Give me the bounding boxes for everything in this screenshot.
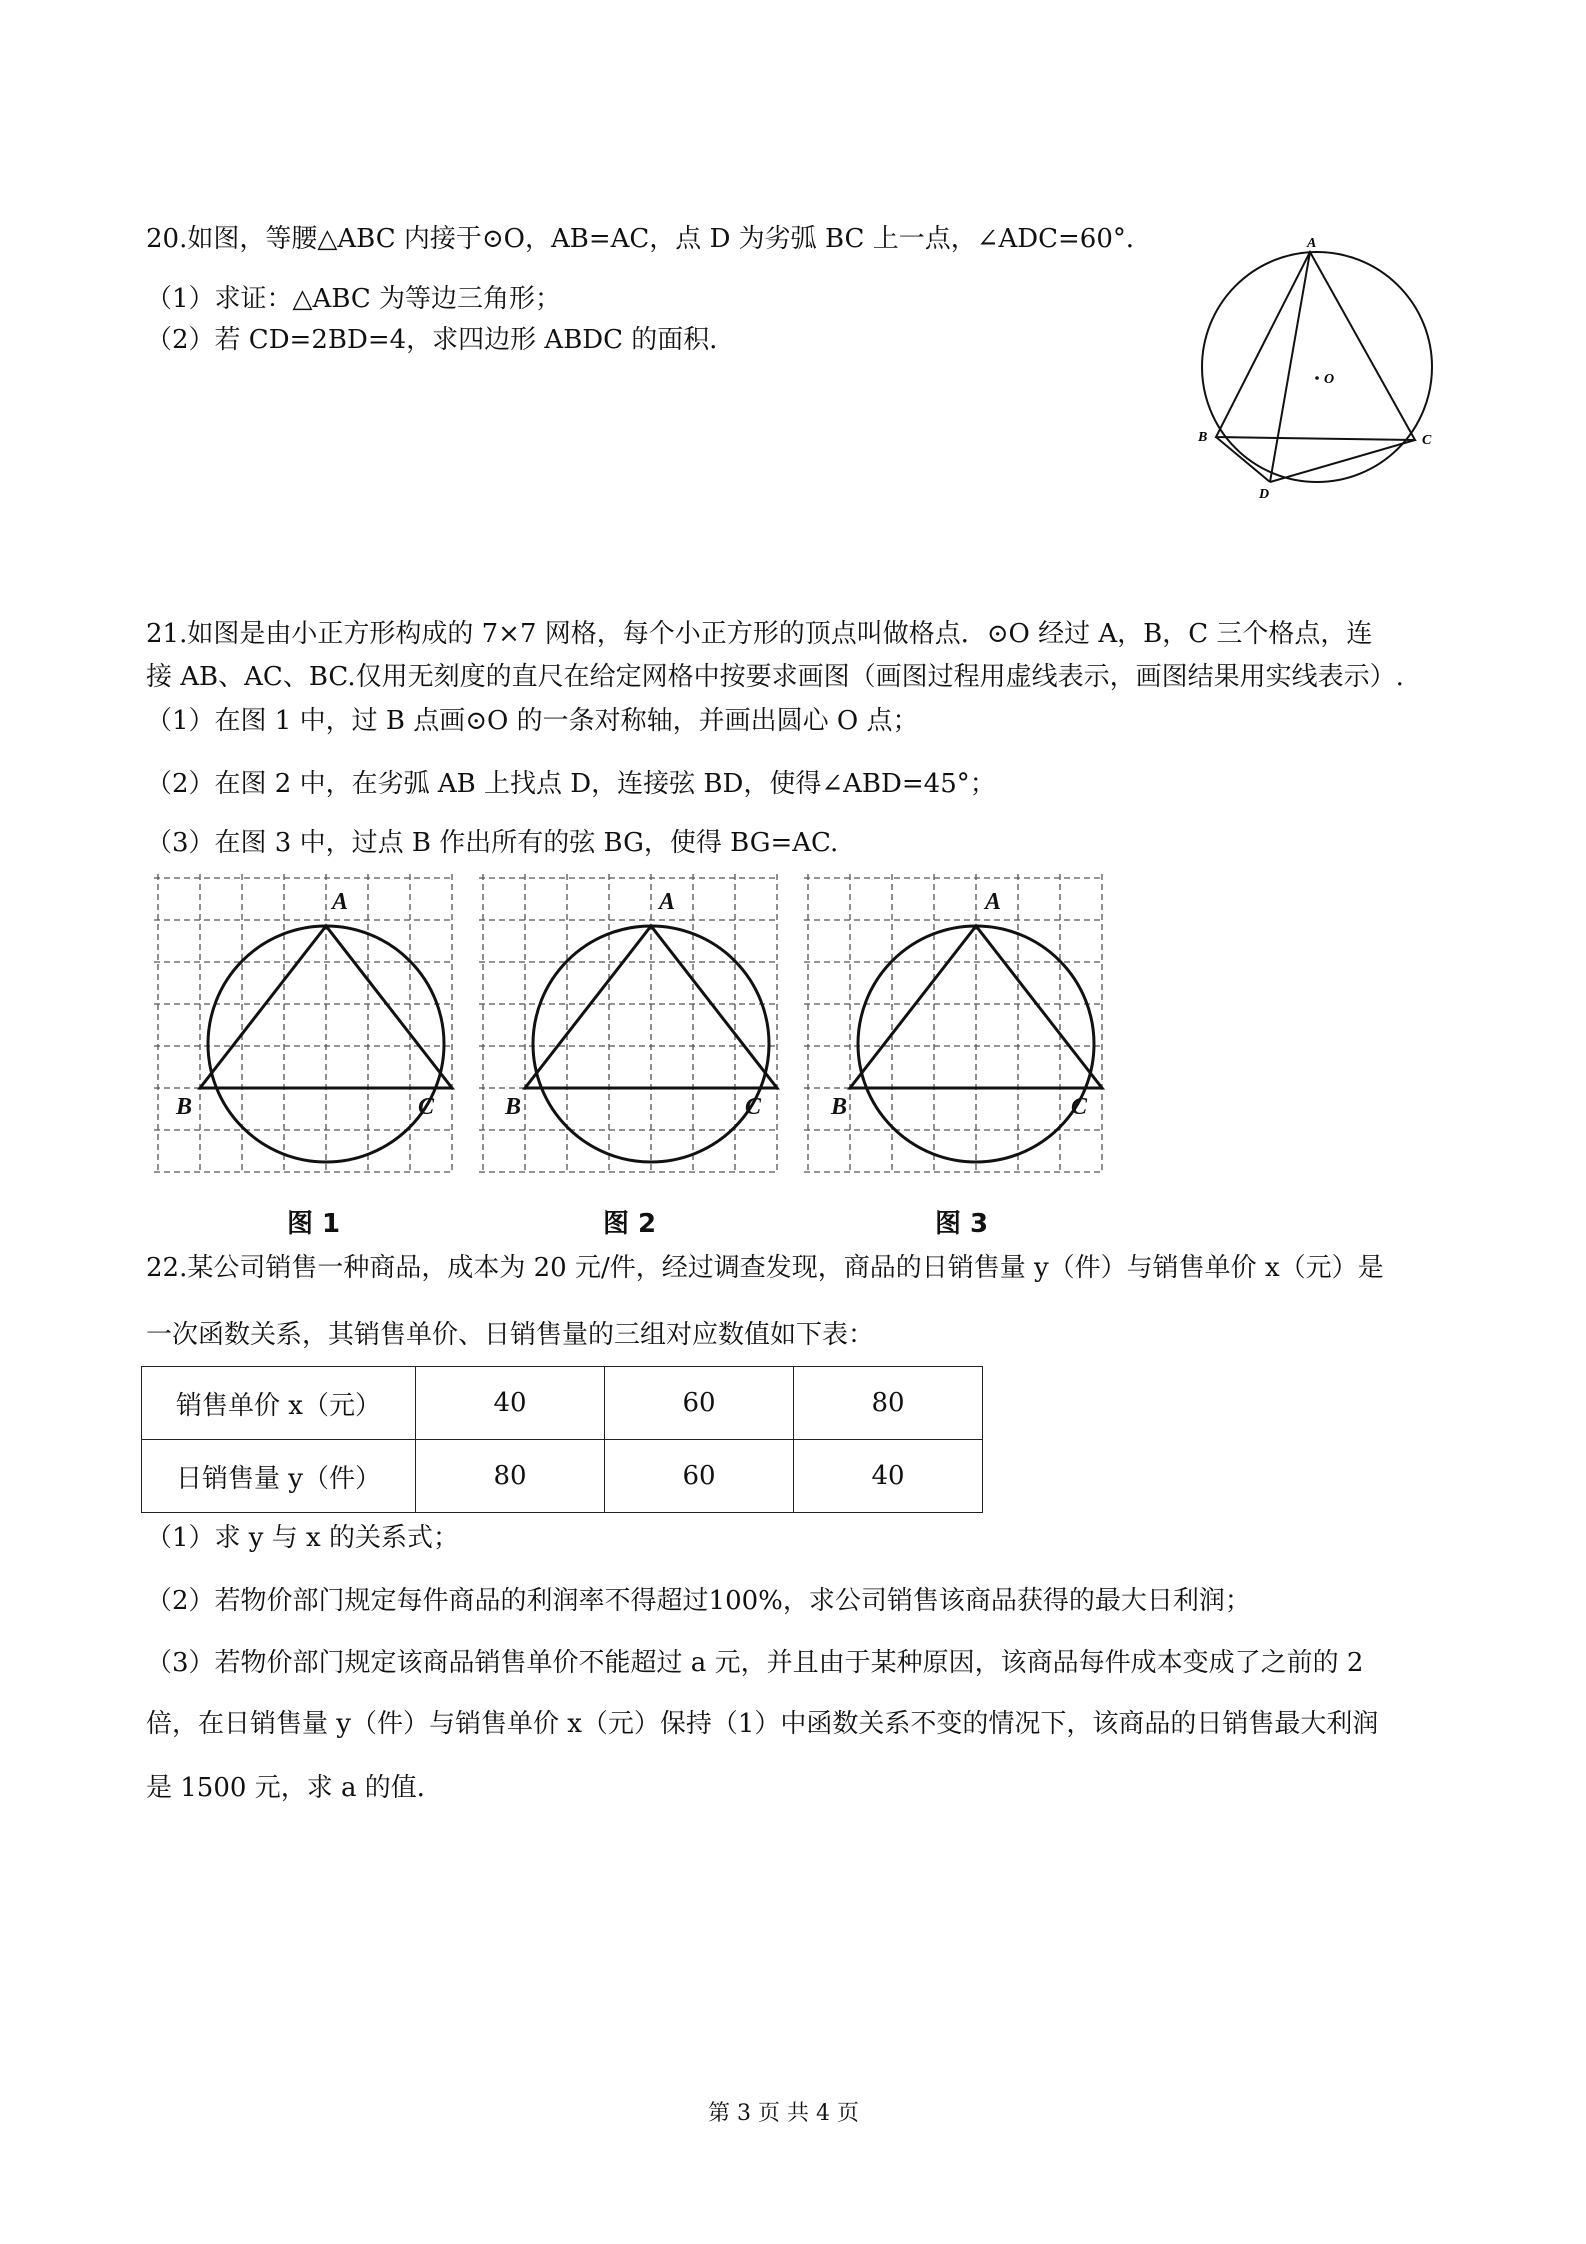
label-a: A [1307,236,1317,251]
fig2-label-a: A [659,889,676,915]
q22-part3-line2: 倍，在日销售量 y（件）与销售单价 x（元）保持（1）中函数关系不变的情况下，该商品的日销售最大利润 [146,1709,1379,1739]
fig3-label-b: B [831,1094,848,1120]
q21-stem-line1: 21.如图是由小正方形构成的 7×7 网格，每个小正方形的顶点叫做格点．⊙O 经过 A，B，C 三个格点，连 [146,619,1373,649]
price-sales-table [141,1366,983,1513]
segment-dc [1270,440,1415,482]
q20-stem: 20.如图，等腰△ABC 内接于⊙O，AB=AC，点 D 为劣弧 BC 上一点，∠ADC=60°． [146,224,1152,254]
fig1-label-b: B [176,1094,193,1120]
label-o: O [1324,372,1335,387]
q20-circle-figure [1180,230,1470,505]
q20-part2: （2）若 CD=2BD=4，求四边形 ABDC 的面积． [146,325,736,355]
table-row [142,1440,983,1513]
table-cell: 80 [416,1440,605,1513]
q21-figure-3 [800,870,1112,1182]
table-cell: 80 [794,1367,983,1440]
q21-stem-line2: 接 AB、AC、BC.仅用无刻度的直尺在给定网格中按要求画图（画图过程用虚线表示，画图结果用实线表示）. [146,662,1404,692]
row-header-price: 销售单价 x（元） [142,1367,416,1440]
q22-part3-line3: 是 1500 元，求 a 的值． [146,1773,443,1803]
label-d: D [1259,487,1270,502]
figure-3-caption: 图 3 [935,1209,989,1239]
circle-o [1202,252,1432,482]
q20-part1: （1）求证：△ABC 为等边三角形； [146,284,562,314]
segment-ad [1270,252,1310,482]
figure-1-caption: 图 1 [287,1209,341,1239]
table-cell: 60 [605,1440,794,1513]
page-number: 第 3 页 共 4 页 [708,2101,859,2126]
fig2-label-b: B [505,1094,522,1120]
center-point [1315,376,1319,380]
q22-stem-line1: 22.某公司销售一种商品，成本为 20 元/件，经过调查发现，商品的日销售量 y（件）与销售单价 x（元）是 [146,1253,1384,1283]
fig1-label-a: A [332,889,349,915]
q22-part2: （2）若物价部门规定每件商品的利润率不得超过100%，求公司销售该商品获得的最大日利润； [146,1586,1251,1616]
q21-figure-2 [475,870,787,1182]
label-b: B [1198,430,1208,445]
q21-part3: （3）在图 3 中，过点 B 作出所有的弦 BG，使得 BG=AC. [146,828,839,858]
fig1-label-c: C [418,1094,435,1120]
q22-stem-line2: 一次函数关系，其销售单价、日销售量的三组对应数值如下表： [146,1320,875,1350]
table-cell: 40 [416,1367,605,1440]
q21-part1: （1）在图 1 中，过 B 点画⊙O 的一条对称轴，并画出圆心 O 点； [146,706,919,736]
triangle-abc [1216,252,1415,440]
table-row [142,1367,983,1440]
fig2-label-c: C [745,1094,762,1120]
q21-part2: （2）在图 2 中，在劣弧 AB 上找点 D，连接弦 BD，使得∠ABD=45°； [146,769,996,799]
q22-part3-line1: （3）若物价部门规定该商品销售单价不能超过 a 元，并且由于某种原因，该商品每件成本变成了之前的 2 [146,1648,1364,1678]
figure-2-caption: 图 2 [603,1209,657,1239]
label-c: C [1422,433,1432,448]
table-cell: 40 [794,1440,983,1513]
q22-part1: （1）求 y 与 x 的关系式； [146,1523,459,1553]
q21-figure-1 [150,870,462,1182]
row-header-sales: 日销售量 y（件） [142,1440,416,1513]
table-cell: 60 [605,1367,794,1440]
fig3-label-c: C [1071,1094,1088,1120]
fig3-label-a: A [985,889,1002,915]
segment-bd [1216,437,1270,482]
